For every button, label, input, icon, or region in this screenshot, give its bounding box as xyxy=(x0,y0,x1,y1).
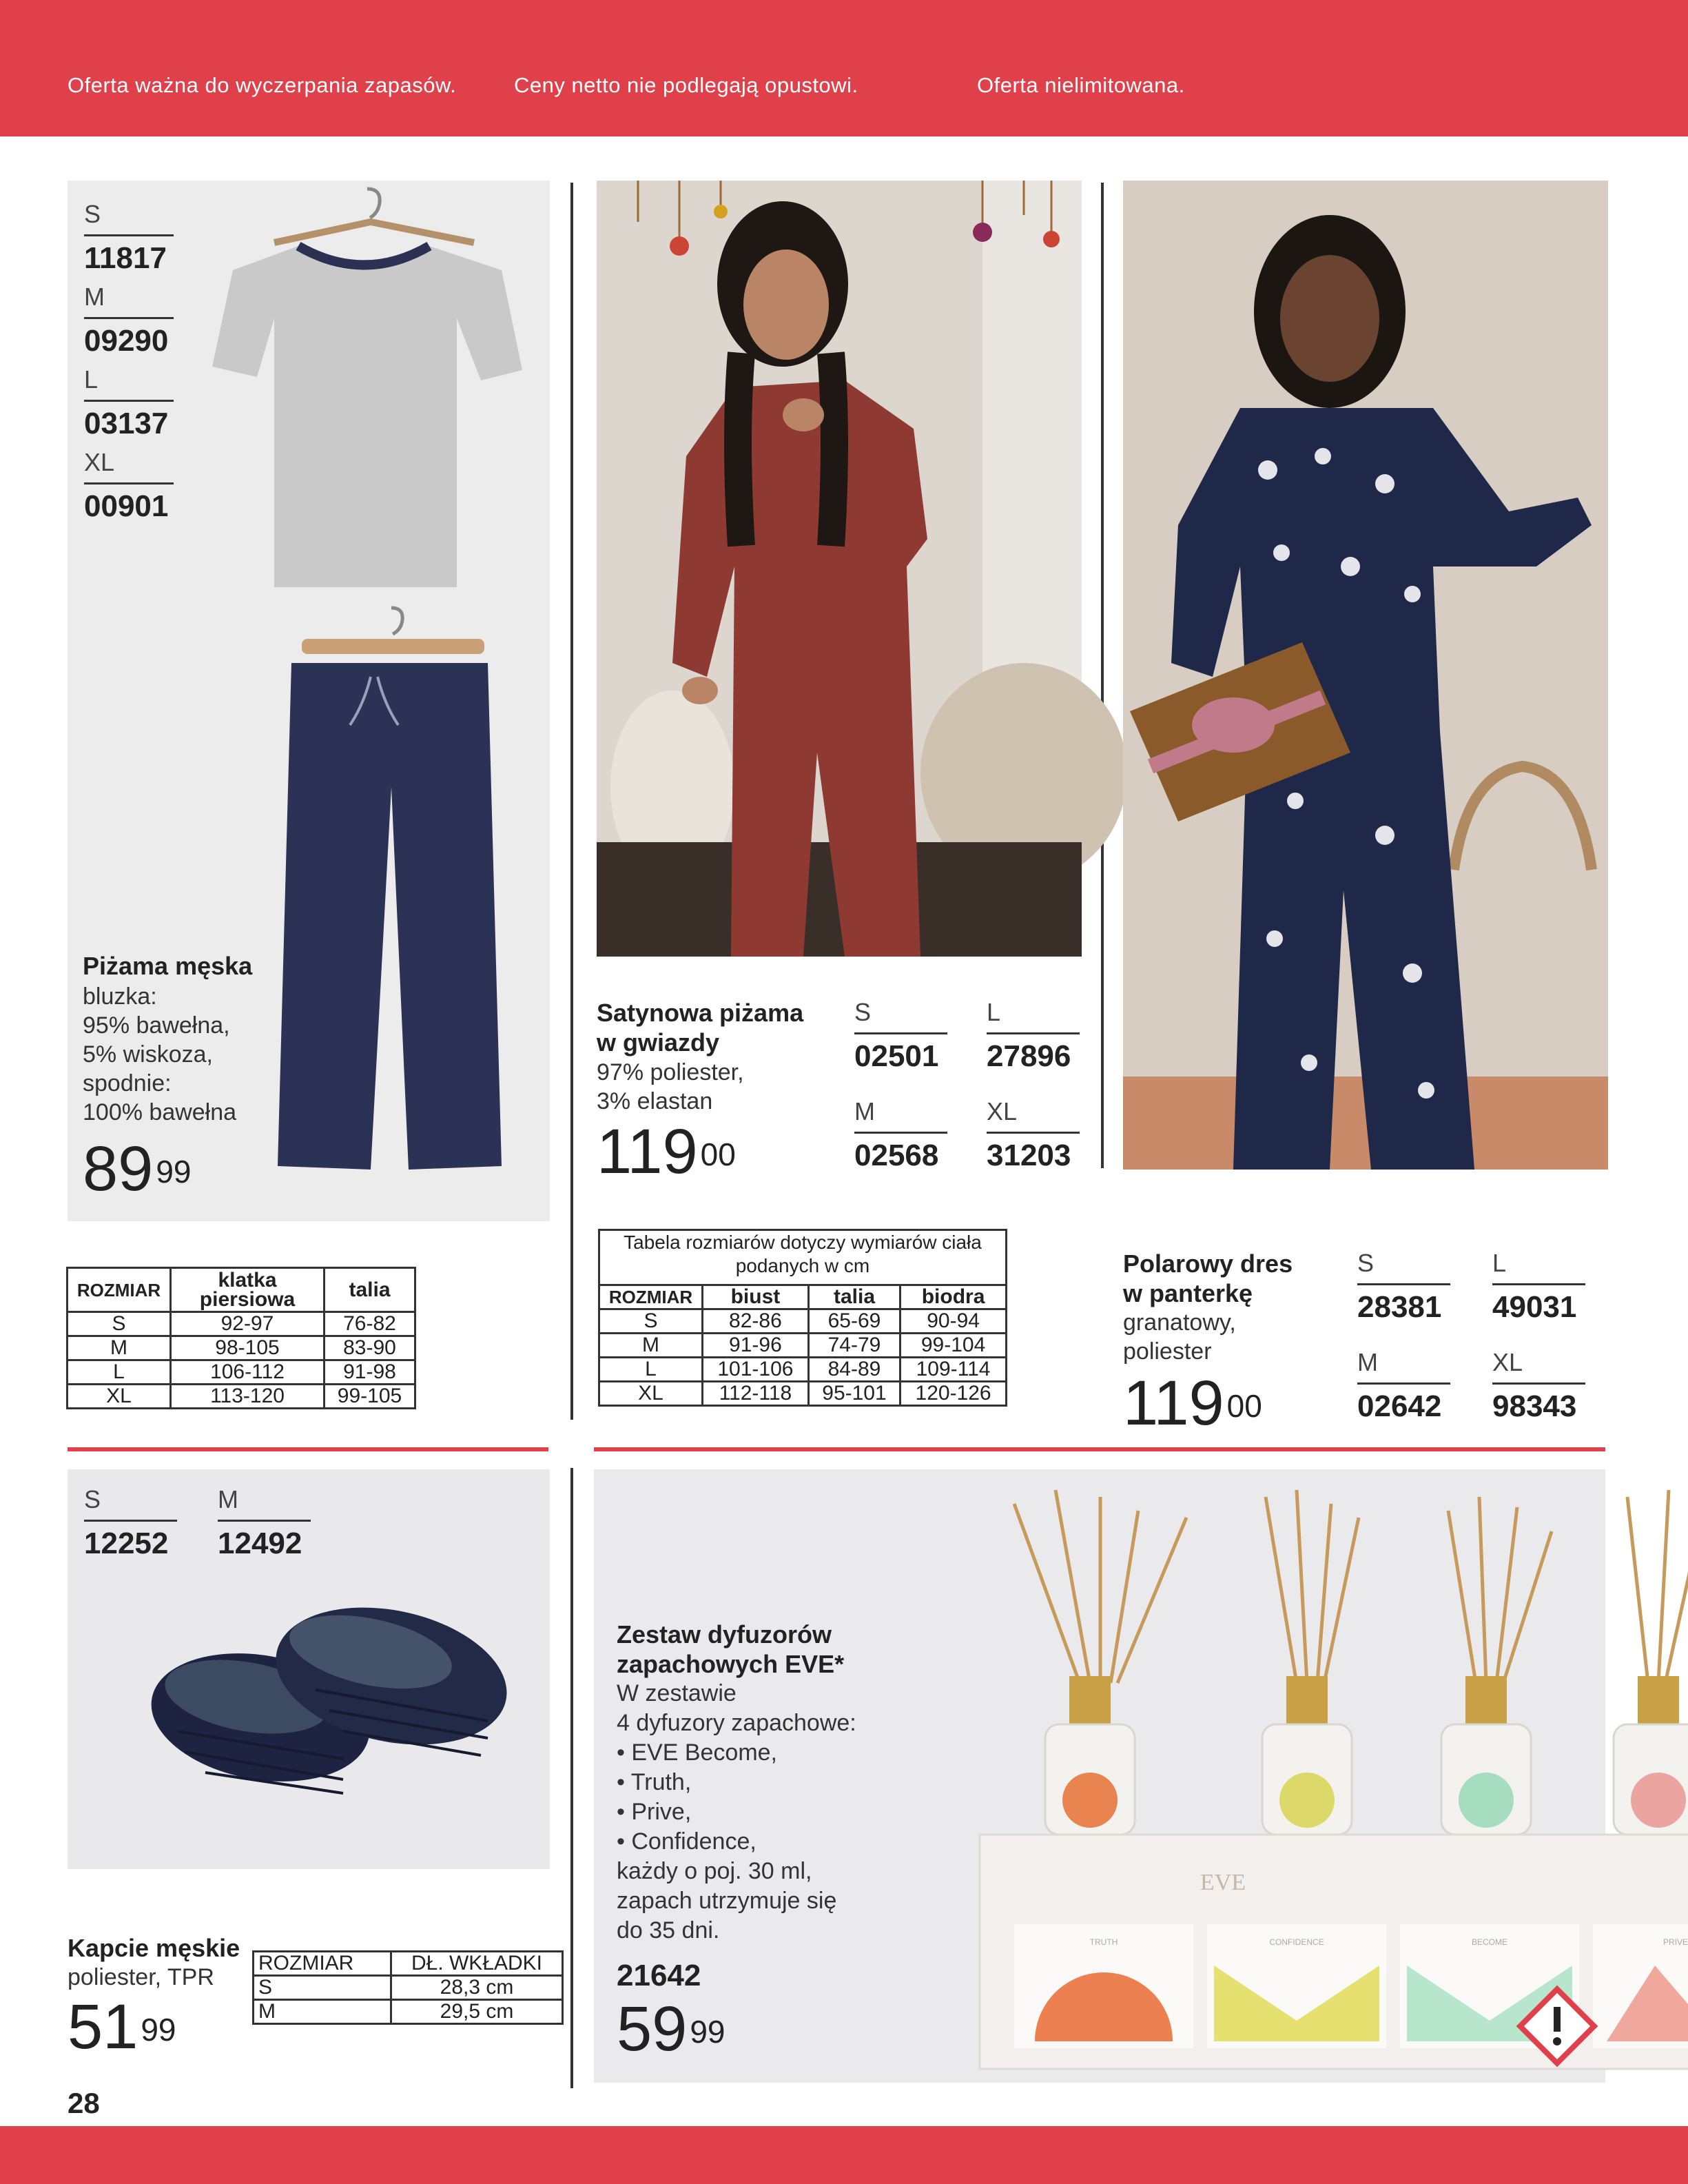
product-code: 09290 xyxy=(84,324,169,358)
size-label: L xyxy=(84,365,99,394)
product-price: $51^{99}$ xyxy=(68,1992,176,2062)
product-code: 98343 xyxy=(1492,1389,1577,1423)
size-underline xyxy=(987,1032,1080,1034)
column-divider xyxy=(1101,183,1104,1168)
satin-pajama-photo xyxy=(597,181,1082,957)
product-title: Satynowa piżama w gwiazdy xyxy=(597,999,804,1057)
product-code: 00901 xyxy=(84,489,169,523)
product-code: 31203 xyxy=(987,1139,1071,1172)
product-title: Zestaw dyfuzorów zapachowych EVE* xyxy=(617,1620,845,1678)
hazard-exclamation-icon xyxy=(1516,1985,1598,2071)
offer-notice-unlimited: Oferta nielimitowana. xyxy=(977,73,1185,97)
product-price: $119^{00}$ xyxy=(1123,1368,1262,1438)
box-label-become: BECOME xyxy=(1471,1937,1508,1947)
size-underline xyxy=(1357,1382,1450,1385)
size-underline xyxy=(84,317,174,319)
box-label-prive: PRIVE xyxy=(1663,1937,1688,1947)
box-label-confidence: CONFIDENCE xyxy=(1269,1937,1324,1947)
box-label-truth: TRUTH xyxy=(1089,1937,1118,1947)
product-code: 28381 xyxy=(1357,1290,1442,1324)
product-code: 03137 xyxy=(84,407,169,440)
size-label: M xyxy=(218,1485,238,1513)
product-code: 02501 xyxy=(854,1039,939,1073)
eve-box-logo: EVE xyxy=(1200,1870,1246,1895)
product-description: granatowy, poliester xyxy=(1123,1309,1236,1365)
size-label: XL xyxy=(1492,1348,1523,1376)
insole-size-table: ROZMIAR DŁ. WKŁADKI S 28,3 cm M 29,5 cm xyxy=(252,1950,564,2025)
product-description: 97% poliester, 3% elastan xyxy=(597,1059,744,1114)
product-price: $89^{99}$ xyxy=(83,1134,192,1204)
column-divider xyxy=(570,183,573,1420)
size-underline xyxy=(84,1520,177,1522)
product-code: 49031 xyxy=(1492,1290,1577,1324)
size-underline xyxy=(854,1132,947,1134)
product-price: $59^{99}$ xyxy=(617,1994,725,2064)
size-underline xyxy=(1492,1382,1585,1385)
size-label: S xyxy=(1357,1249,1375,1277)
section-divider xyxy=(68,1447,548,1451)
size-label: M xyxy=(84,283,105,311)
size-label: M xyxy=(1357,1348,1378,1376)
footer-banner xyxy=(0,2126,1688,2184)
product-description: poliester, TPR xyxy=(68,1964,214,1990)
size-label: XL xyxy=(84,448,115,476)
product-description: bluzka: 95% bawełna, 5% wiskoza, spodnie: 100% bawełna xyxy=(83,983,237,1125)
product-code: 27896 xyxy=(987,1039,1071,1073)
size-underline xyxy=(84,400,174,402)
offer-notice-net-prices: Ceny netto nie podlegają opustowi. xyxy=(514,73,858,97)
product-description: W zestawie 4 dyfuzory zapachowe: • EVE Become, • Truth, • Prive, • Confidence, każdy o poj. 30 ml, zapach utrzymuje się do 35 dni. xyxy=(617,1680,856,1943)
size-label: S xyxy=(84,200,101,228)
fleece-set-photo xyxy=(1123,181,1608,1170)
size-underline xyxy=(1357,1283,1450,1285)
product-title: Polarowy dres w panterkę xyxy=(1123,1249,1293,1307)
product-code: 12252 xyxy=(84,1527,169,1560)
size-table: ROZMIAR klatka piersiowa talia S 92-97 76-82 M 98-105 83-90 L 106-112 91-98 XL 113-120 99-105 xyxy=(66,1267,416,1409)
section-divider xyxy=(594,1447,1605,1451)
size-label: XL xyxy=(987,1097,1018,1125)
page-number: 28 xyxy=(68,2087,100,2119)
header-banner xyxy=(0,0,1688,136)
size-underline xyxy=(854,1032,947,1034)
product-code: 11817 xyxy=(84,241,167,275)
size-label: S xyxy=(84,1485,101,1513)
size-table: ROZMIAR biust talia biodra S 82-86 65-69 90-94 M 91-96 74-79 99-104 L 101-106 84-89 109-114 XL 112-118 95-101 120-126 xyxy=(598,1284,1007,1407)
size-underline xyxy=(218,1520,311,1522)
product-code: 12492 xyxy=(218,1527,302,1560)
size-table-caption: Tabela rozmiarów dotyczy wymiarów ciała podanych w cm xyxy=(598,1229,1007,1284)
size-label: S xyxy=(854,998,872,1026)
column-divider xyxy=(570,1468,573,2088)
size-underline xyxy=(1492,1283,1585,1285)
size-underline xyxy=(84,234,174,236)
product-code: 21642 xyxy=(617,1959,701,1992)
product-title: Kapcie męskie xyxy=(68,1934,240,1962)
size-underline xyxy=(987,1132,1080,1134)
product-title: Piżama męska xyxy=(83,952,253,980)
size-label: L xyxy=(987,998,1001,1026)
product-code: 02642 xyxy=(1357,1389,1442,1423)
product-price: $119^{00}$ xyxy=(597,1116,736,1187)
product-code: 02568 xyxy=(854,1139,939,1172)
size-label: M xyxy=(854,1097,875,1125)
size-label: L xyxy=(1492,1249,1507,1277)
size-underline xyxy=(84,482,174,484)
offer-notice-stock: Oferta ważna do wyczerpania zapasów. xyxy=(68,73,457,97)
